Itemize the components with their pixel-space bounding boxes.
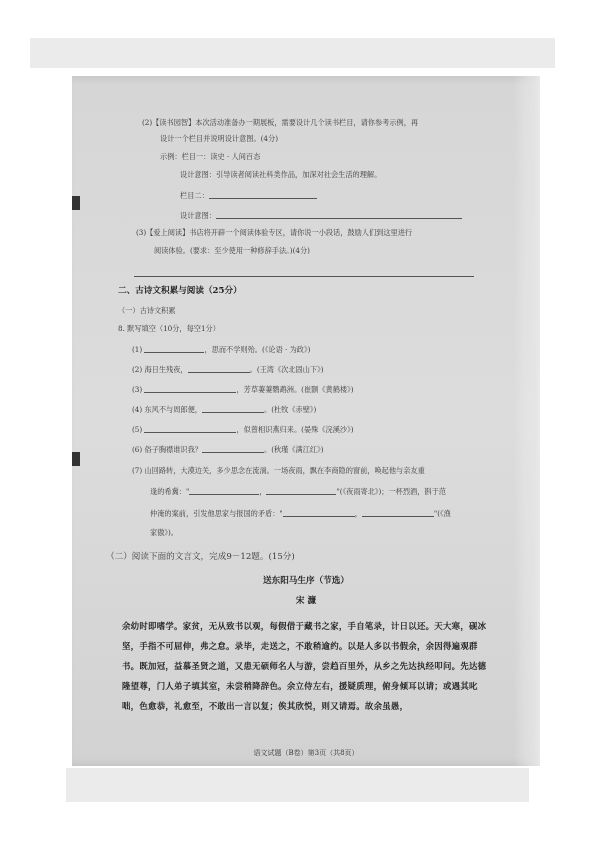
fill-blank[interactable] [144, 424, 236, 433]
paper-edge-highlight [514, 76, 540, 766]
fill-blank[interactable] [144, 384, 236, 393]
q2-intent-two [180, 210, 462, 221]
q2-prompt-cont: 设计一个栏目并说明设计意图。(4分) [160, 134, 278, 143]
section-two-title: 二、古诗文积累与阅读（25分） [118, 286, 242, 296]
fill-number: (3) [132, 385, 143, 394]
fill-blank[interactable] [202, 444, 264, 453]
fill-blank[interactable] [202, 404, 264, 413]
fill-post: 。(秋瑾《满江红》) [264, 445, 324, 454]
section-two-sub-two: （二）阅读下面的文言文，完成9－12题。(15分) [106, 552, 295, 562]
fill-pre: 东风不与周郎便， [144, 405, 202, 414]
fill-blank[interactable] [144, 344, 204, 353]
passage-text: 余幼时即嗜学。家贫，无从致书以观，每假借于藏书之家，手自笔录，计日以还。天大寒，砚冰坚，手指不可屈伸，弗之怠。录毕，走送之，不敢稍逾约。以是人多以书假余，余因得遍观群书。既加冠，益慕圣贤之道，又患无硕师名人与游，尝趋百里外，从乡之先达执经叩问。先达德隆望尊，门人弟子填其室，未尝稍降辞色。余立侍左右，援疑质理，俯身倾耳以请；或遇其叱咄，色愈恭，礼愈至，不敢出一言以复；俟其欣悦，则又请焉。故余虽愚， [122, 621, 487, 711]
fill-number: (4) [132, 405, 143, 414]
q2-column-two-blank[interactable] [209, 190, 317, 199]
fill-post: 。(杜牧《赤壁》) [264, 405, 317, 414]
q2-intent-two-label: 设计意图： [180, 211, 216, 220]
q2-column-two-label: 栏目二： [180, 191, 209, 200]
q2-prompt: (2)【读书园智】本次活动准备办一期展板，需要设计几个读书栏目，请你参考示例，再 [142, 118, 419, 127]
q3-prompt-cont: 阅读体验。(要求：至少使用一种修辞手法。)(4分) [154, 246, 310, 255]
fill-number: (6) [132, 445, 143, 454]
fill-item [132, 384, 354, 395]
q3-prompt: (3)【爱上阅读】书店将开辟一个阅读体验专区，请你说一小段话，鼓励人们到这里进行 [136, 228, 413, 237]
q7-text: ， [354, 509, 362, 518]
fill-item [132, 344, 310, 355]
fill-blank[interactable] [188, 364, 250, 373]
q2-intent-example: 设计意图：引导读者阅读社科类作品，加深对社会生活的理解。 [180, 170, 382, 179]
q7-line-4: 家傲》)。 [150, 528, 178, 537]
bottom-gray-band [66, 768, 529, 802]
exam-paper-photo [72, 76, 540, 766]
fill-item [132, 364, 324, 375]
q7-line-1: (7) 山回路转，大漠边关，多少思念在流淌。一场夜雨，飘在李商隐的窗前，唤起他与亲友重 [132, 466, 425, 475]
q7-blank-3[interactable] [283, 508, 355, 517]
q7-blank-4[interactable] [362, 508, 434, 517]
q2-intent-two-blank[interactable] [216, 210, 462, 219]
q7-blank-2[interactable] [266, 486, 336, 495]
q7-text: "(《渔 [433, 509, 451, 518]
q7-text: 逢的希冀：" [150, 487, 190, 496]
page-footer: 语文试题（B卷）第3页（共8页） [253, 749, 359, 757]
top-gray-band [30, 38, 555, 68]
q2-example: 示例：栏目一：读史 · 人间百态 [160, 152, 261, 161]
fill-item [132, 444, 324, 455]
binding-mark-top [72, 196, 80, 210]
fill-number: (1) [132, 345, 143, 354]
fill-post: ，芳草萋萋鹦鹉洲。(崔颢《黄鹤楼》) [236, 385, 354, 394]
q7-line-2 [150, 486, 446, 497]
passage-author: 宋 濂 [295, 596, 317, 606]
q7-text: "(《夜雨寄北》)；一杯烈酒，斟于范 [336, 487, 446, 496]
fill-item [132, 404, 316, 415]
fill-pre: 俗子胸襟谁识我？ [144, 445, 202, 454]
q7-blank-1[interactable] [189, 486, 259, 495]
fill-number: (5) [132, 425, 143, 434]
binding-mark-bottom [72, 452, 80, 466]
q7-text: ， [259, 487, 267, 496]
fill-number: (2) [132, 365, 143, 374]
q3-answer-line[interactable] [134, 276, 474, 277]
q2-column-two [180, 190, 317, 201]
q8-title: 8. 默写填空（10分，每空1分） [118, 324, 220, 333]
fill-pre: 海日生残夜， [144, 365, 188, 374]
passage-title: 送东阳马生序（节选） [263, 576, 349, 586]
q7-line-3 [150, 508, 451, 519]
q7-text: 仲淹的案前，引发他思家与报国的矛盾：" [150, 509, 283, 518]
fill-item [132, 424, 354, 435]
fill-post: ，似曾相识燕归来。(晏殊《浣溪沙》) [236, 425, 354, 434]
section-two-sub-one: （一）古诗文积累 [118, 306, 176, 315]
fill-post: ，思而不学则殆。(《论语 · 为政》) [204, 345, 311, 354]
fill-post: 。(王湾《次北固山下》) [249, 365, 324, 374]
